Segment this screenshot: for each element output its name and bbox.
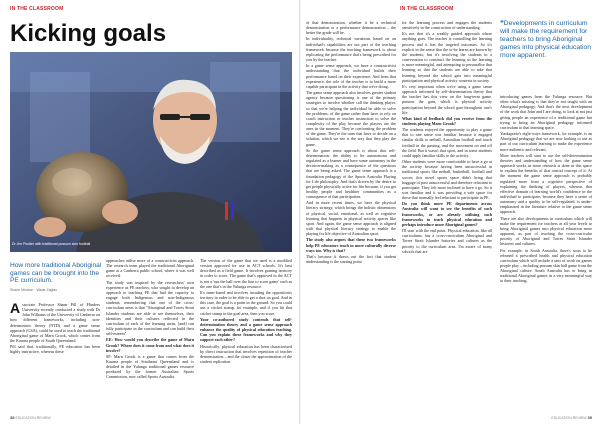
article-title: Kicking goals [10, 20, 167, 47]
paragraph: In a game sense approach, we have a constructivist understanding that the individual builds their performance based on their experience. And from that experience, the role of the teacher is to build a more capable participant in the activity that we're doing. [306, 63, 396, 89]
pull-quote-text: Developments in curriculum will make the requirement for teachers to bring Aboriginal games into physical education more apparent. [500, 20, 592, 59]
section-header: IN THE CLASSROOM [10, 6, 64, 12]
paragraph: SP: Marn Grook is a game that comes from the Kaurna people of Southeast Queensland and is detailed in the Yulunga traditional games resource produced by the former Australian Sports Commission, now called Sports Australia. [106, 353, 194, 380]
feature-photo [10, 52, 292, 252]
page-footer [551, 415, 592, 420]
article-column-3 [200, 258, 292, 416]
photo-caption: Dr Jim Poulter with traditional possum skin football [12, 242, 91, 246]
paragraph: The version of the game that we used is a modified version approved for use in ACT schools. It's best described as a field game. It involves gaining territory in order to score. The game that's approved in the ACT is not a 'run the ball over the line to score game' such as the one that's in the Yulunga resource. [200, 258, 292, 289]
pull-quote [10, 262, 102, 294]
paragraph: Pill said that, traditionally, PE education has been highly instructive, whereas these [10, 344, 100, 355]
paragraph: The game sense approach also involves greater student agency because questioning is one of the primary strategies to involve whether call the thinking player, so that we're helping the individual be able to solve the problems, of the game rather than have to rely on coach instruction or teacher instruction to solve the complexity of the play because the players are the ones in the moment. They're confronting the problem of the game. They're the ones that have to decide on a solution, which we see is the way that they play the game. [306, 90, 396, 147]
section-header: IN THE CLASSROOM [400, 6, 454, 12]
paragraph: for the learning process and engages the students sensitively in the construction of understanding. [402, 20, 492, 31]
paragraph: There are also developments in curriculum which will make the requirement for teachers at all year levels to bring Aboriginal games into physical education more apparent, as part of teaching the cross-curricular priority of Aboriginal and Torres Strait Islander histories and cultures. [500, 215, 592, 247]
paragraph: of that demonstration, whether it be a technical demonstration or a performance demonstration – the better the grade will be. [306, 20, 396, 36]
publication-name: EDUCATION REVIEW [551, 416, 587, 420]
paragraph: For example, in South Australia, there's soon to be released a prescribed health and physical education curriculum which will include a unit of work on games people play – including possum skin ball game from the Aboriginal culture. South Australia has to bring in traditional Aboriginal games in a very meaningful way to their teaching. [500, 247, 592, 284]
article-column-2 [402, 20, 492, 415]
interview-question: EE: How would you describe the game of Marn Grook? Where does it come from and what does it involve? [106, 337, 194, 353]
pull-quote [500, 20, 592, 60]
paragraph: introducing games from the Yulunga resource. But often what's missing is that they're not taught with an Aboriginal pedagogy. And that's the next development of the work that John and I are doing, to look at not just giving people an experience of a traditional game but trying to bring an Aboriginal pedagogy informed curriculum to that learning space. [500, 94, 592, 130]
paragraph: It's team-based and involves invading the opposition's territory in order to be able to get a shot on goal. And in this case, the goal is a point in the ground. So you could use a cricket stump, for example, and if you hit that cricket stump in the goal area, then you score. [200, 289, 292, 316]
drop-cap: A [10, 300, 21, 316]
page-number: 39 [587, 415, 592, 420]
paragraph: Other students were more comfortable to have a go at the activity because having been unsuccessful in traditional sports like netball, basketball, football and soccer, this novel sports space didn't bring that baggage of past unsuccessful and therefore reluctant to participate. They felt more inclined to have a go. So it was familiar and it was providing a safe space for those that normally feel reluctant to participate in PE. [402, 159, 492, 201]
paragraph: More teachers will start to use the self-determination theories and understanding of how the game sense approach works as more research is done in this space to explain the benefits of that central concept of it. At the moment the game sense approach is probably regulated more from a cognitive perspective of explaining the thinking of players, whereas that effective domain of learning world's confidence in the individual to participate, because they have a sense of autonomy and a quality to be self-regulated, is under-emphasised in the literature relative to the game sense approach. [500, 152, 592, 215]
interview-question: Your co-authored study contends that self-determination theory and a game sense approach enhance the quality of physical education teaching. Can you explain these frameworks and why they support each other? [200, 316, 292, 343]
paragraph: It's not that it's a weakly guided approach where anything goes. The teacher is controlling the learning process and it has the targeted outcomes. So it's explicit in the sense that the to-be learns are known by the students, but it's involving the students in a conversation to construct the learning so the learning is more meaningful, and attempting to personalise that learning so that the students are able to take that learning beyond the school gate into meaningful participation and physical activity contexts in society. [402, 31, 492, 83]
quote-mark-icon: ❝ [500, 20, 504, 27]
interview-question: What kind of feedback did you receive from the students playing Marn Grook? [402, 115, 492, 126]
pull-quote-text: How more traditional Aboriginal games can be brought into the PE curriculum. [10, 262, 102, 285]
paragraph: That's because it draws out the fact that student understanding is the starting point [306, 253, 396, 265]
paragraph: In individuality, technical variations based on an individual's capabilities are not part of the teaching framework because the teaching framework is about replicating the performance that's being prescribed for you by the teacher. [306, 36, 396, 63]
paragraph: Yunkaporta's eight-ways framework, for example, is an Aboriginal pedagogy that we are now looking to use as part of our curriculum learning to make the experience more authentic and relevant. [500, 131, 592, 152]
paragraph: So the game sense approach is about that self-determination: the ability to be autonomous and regulated as a learner and have some autonomy in the decision-making as a consequence of the questions that are being asked. The game sense approach is a foundation pedagogy of the Sports Australia Playing for Life philosophy. And that's driven by the desire to get people physically active for life because, if you get healthy people and healthier communities as a consequence of that participation. [306, 147, 396, 200]
paragraph: The study was inspired by the researchers' own experience as PE teachers, who sought to develop an approach to teaching PE that had the capacity to engage both Indigenous and non-Indigenous students, remembering that one of the cross-curriculum areas is that "Aboriginal and Torres Strait Islander students are able to see themselves, their identities and their cultures reflected in the curriculum of each of the learning areas, [and] can fully participate in the curriculum and can build their self-esteem". [106, 279, 194, 337]
article-column-1 [306, 20, 396, 415]
paragraph: And in more recent times, we have the physical literacy strategy, which brings the holistic dimensions of physical, social, emotional, as well as cognitive learning that happens in physical activity spaces like sport. And again, the game sense approach is aligned with that physical literacy strategy to enable the playing for life objective of Australian sport. [306, 200, 396, 237]
paragraph: Historically, physical education has been characterised by direct instruction that involves repetition of teacher demonstration – and the closer the approximation of the student replication [200, 343, 292, 364]
article-column-3 [500, 94, 592, 415]
paragraph: ssociate Professor Shane Pill of Flinders University recently conducted a study with Dr John Williams of the University of Canberra on how different frameworks, including non-deterministic theory (NTD) and a game sense approach (GSA), could be used to teach the traditional Aboriginal game of Marn Grook, which comes from the Kaurna people of South Queensland. [10, 302, 100, 344]
paragraph: It's very important when we're using a game sense approach informed by self-determination theory that the teacher has this view on the long-term game, passion the gain, which is physical activity participation beyond the school gate throughout one's life. [402, 83, 492, 115]
paragraph: The students enjoyed the opportunity to play a game that to one sense was familiar because it engaged similar skills to netball, Australian football and touch football in the passing, and the movement on and off the field. But it wasn't that sport, and in some students could apply familiar skills to the activity. [402, 127, 492, 158]
interview-question: Do you think more PE departments across Australia will want to see the benefits of such frameworks, or are already utilising such frameworks to teach physical education and perhaps introduce more Aboriginal games? [402, 201, 492, 227]
paragraph: approaches utilise more of a constructivist approach. The research team played the traditional Aboriginal game at a Canberra public school, where it was well received. [106, 258, 194, 279]
page-footer [10, 415, 51, 420]
author-credit: Shane Minnion · Wade Zaglas [10, 287, 57, 292]
page-number: 38 [10, 415, 15, 420]
interview-question: The study also argues that these two frameworks help PE educators teach in more culturally diverse ways too. Why is that? [306, 237, 396, 253]
right-page [300, 0, 600, 424]
article-column-2 [106, 258, 194, 416]
photo-illustration [10, 52, 292, 252]
article-column-1 [10, 302, 100, 414]
paragraph: I'll start with the end point. Physical education, like all curriculums, has a cross-curriculum Aboriginal and Torres Strait Islander histories and cultures as the priority to the curriculum area. I'm aware of many schools that are [402, 228, 492, 254]
publication-name: EDUCATION REVIEW [15, 416, 51, 420]
